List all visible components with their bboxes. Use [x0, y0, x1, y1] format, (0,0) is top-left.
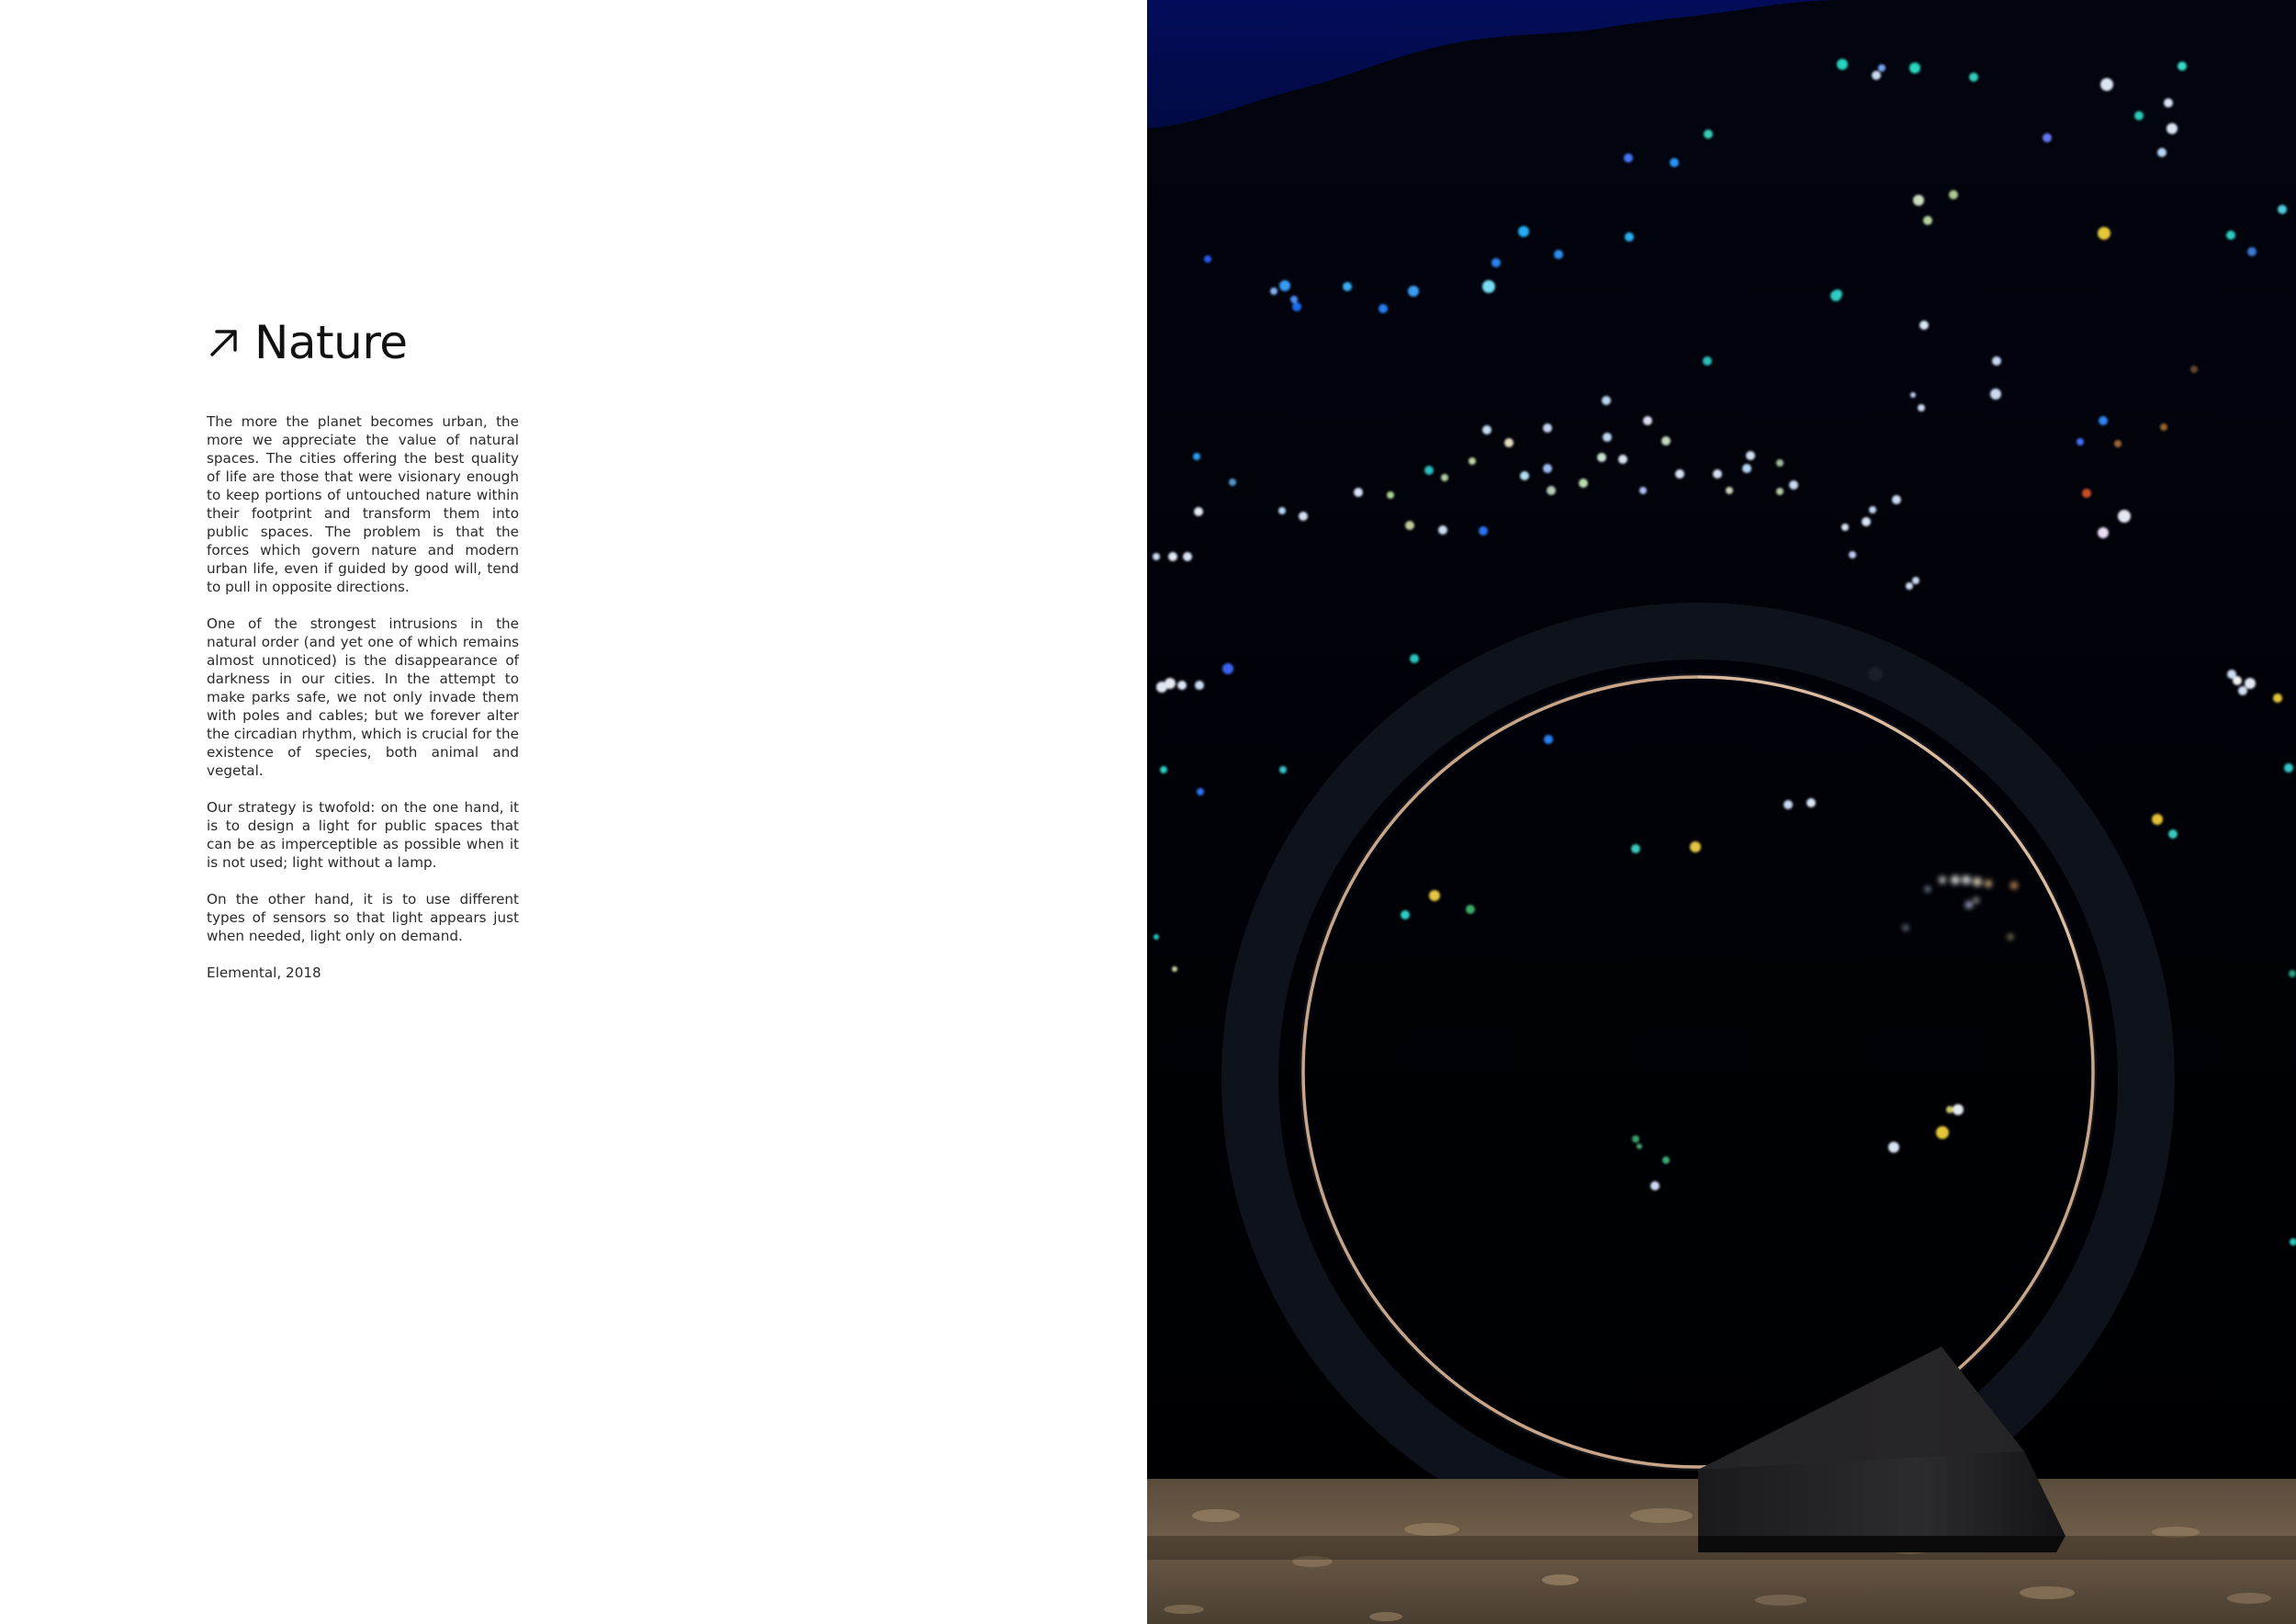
night-lamp-photo	[1147, 0, 2296, 1624]
body-text	[207, 412, 519, 1000]
paragraph: Our strategy is twofold: on the one hand, it is to design a light for public spaces that can be as imperceptible as possible when it is not used; light without a lamp.	[207, 799, 519, 871]
paragraph: One of the strongest intrusions in the natural order (and yet one of which remains almost unnoticed) is the disappearance of darkness in our cities. In the attempt to make parks safe, we not only invade them with poles and cables; but we forever alter the circadian rhythm, which is crucial for the existence of species, both animal and vegetal.	[207, 615, 519, 779]
section-title: Nature	[254, 316, 408, 369]
paragraph: On the other hand, it is to use different types of sensors so that light appears just when needed, light only on demand.	[207, 891, 519, 944]
signature: Elemental, 2018	[207, 964, 321, 981]
section-heading	[207, 316, 408, 369]
text-page	[0, 0, 1147, 1624]
photo-page	[1147, 0, 2296, 1624]
arrow-up-right-icon	[207, 325, 242, 360]
paragraph: The more the planet becomes urban, the more we appreciate the value of natural spaces. The cities offering the best quality of life are those that were visionary enough to keep portions of untouched nature within their footprint and transform them into public spaces. The problem is that the forces which govern nature and modern urban life, even if guided by good will, tend to pull in opposite directions.	[207, 413, 519, 595]
